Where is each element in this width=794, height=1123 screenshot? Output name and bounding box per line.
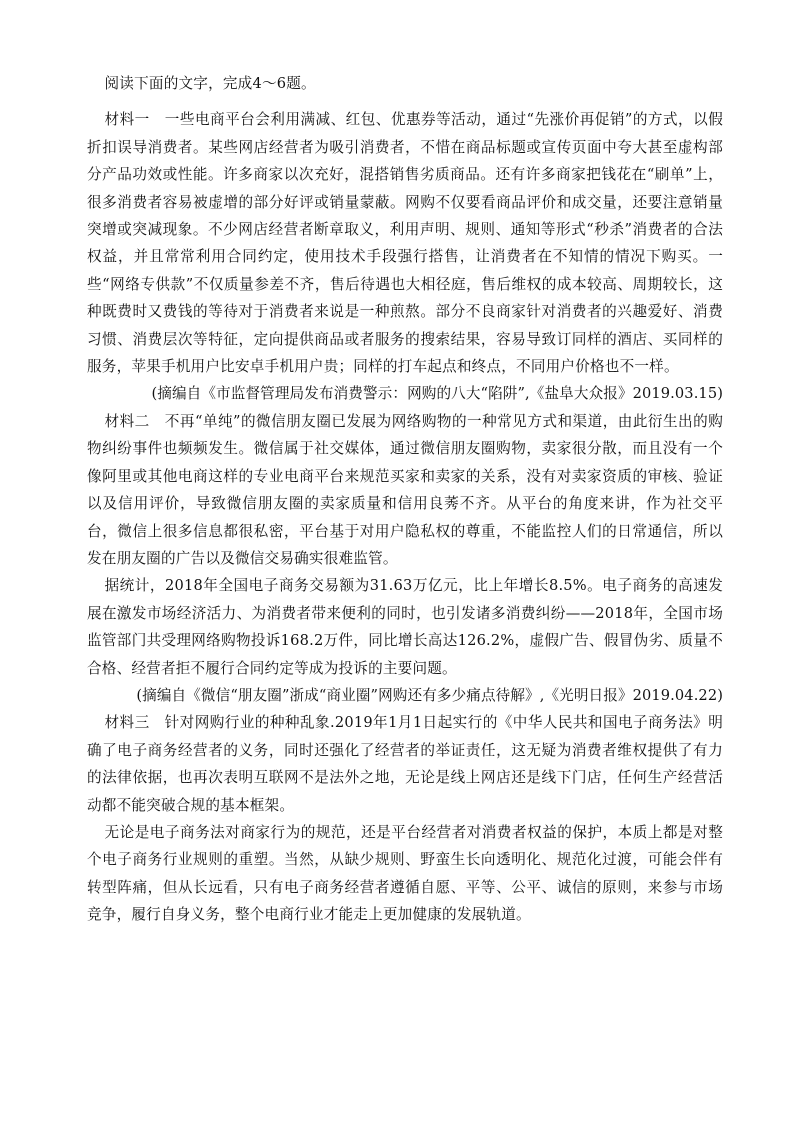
material-one-paragraph: 材料一 一些电商平台会利用满减、红包、优惠券等活动，通过“先涨价再促销”的方式，以假折扣误导消费者。某些网店经营者为吸引消费者，不惜在商品标题或宣传页面中夸大甚至虚构部分产品功效或性能。许多商家以次充好，混搭销售劣质商品。还有许多商家把钱花在“刷单”上，很多消费者容易被虚增的部分好评或销量蒙蔽。网购不仅要看商品评价和成交量，还要注意销量突增或突减现象。不少网店经营者断章取义，利用声明、规则、通知等形式“秒杀”消费者的合法权益，并且常常利用合同约定，使用技术手段强行搭售，让消费者在不知情的情况下购买。一些“网络专供款”不仅质量参差不齐，售后待遇也大相径庭，售后维权的成本较高、周期较长，这种既费时又费钱的等待对于消费者来说是一种煎熬。部分不良商家针对消费者的兴趣爱好、消费习惯、消费层次等特征，定向提供商品或者服务的搜索结果，容易导致订同样的酒店、买同样的服务，苹果手机用户比安卓手机用户贵；同样的打车起点和终点，不同用户价格也不一样。 xyxy=(87,111,723,376)
material-one-source: (摘编自《市监督管理局发布消费警示：网购的八大“陷阱”,《盐阜大众报》2019.03.15) xyxy=(151,385,723,403)
material-three-paragraph-2: 无论是电子商务法对商家行为的规范，还是平台经营者对消费者权益的保护，本质上都是对整个电子商务行业规则的重塑。当然，从缺少规则、野蛮生长向透明化、规范化过渡，可能会伴有转型阵痛，但从长远看，只有电子商务经营者遵循自愿、平等、公平、诚信的原则，来参与市场竞争，履行自身义务，整个电商行业才能走上更加健康的发展轨道。 xyxy=(87,823,723,924)
material-two-paragraph-1: 材料二 不再“单纯”的微信朋友圈已发展为网络购物的一种常见方式和渠道，由此衍生出的购物纠纷事件也频频发生。微信属于社交媒体，通过微信朋友圈购物，卖家很分散，而且没有一个像阿里或其他电商这样的专业电商平台来规范买家和卖家的关系，没有对卖家资质的审核、验证以及信用评价，导致微信朋友圈的卖家质量和信用良莠不齐。从平台的角度来讲，作为社交平台，微信上很多信息都很私密，平台基于对用户隐私权的尊重，不能监控人们的日常通信，所以发在朋友圈的广告以及微信交易确实很难监管。 xyxy=(87,412,723,567)
document-page xyxy=(87,70,723,929)
material-two-paragraph-2: 据统计，2018年全国电子商务交易额为31.63万亿元，比上年增长8.5%。电子商务的高速发展在激发市场经济活力、为消费者带来便利的同时，也引发诸多消费纠纷——2018年，全国市场监管部门共受理网络购物投诉168.2万件，同比增长高达126.2%，虚假广告、假冒伪劣、质量不合格、经营者拒不履行合同约定等成为投诉的主要问题。 xyxy=(87,577,723,677)
instruction-text: 阅读下面的文字，完成4～6题。 xyxy=(104,75,316,92)
material-three-paragraph-1: 材料三 针对网购行业的种种乱象.2019年1月1日起实行的《中华人民共和国电子商务法》明确了电子商务经营者的义务，同时还强化了经营者的举证责任，这无疑为消费者维权提供了有力的法律依据，也再次表明互联网不是法外之地，无论是线上网店还是线下门店，任何生产经营活动都不能突破合规的基本框架。 xyxy=(87,714,723,814)
material-two-source: (摘编自《微信“朋友圈”浙成“商业圈”网购还有多少痛点待解》,《光明日报》2019.04.22) xyxy=(136,686,723,704)
